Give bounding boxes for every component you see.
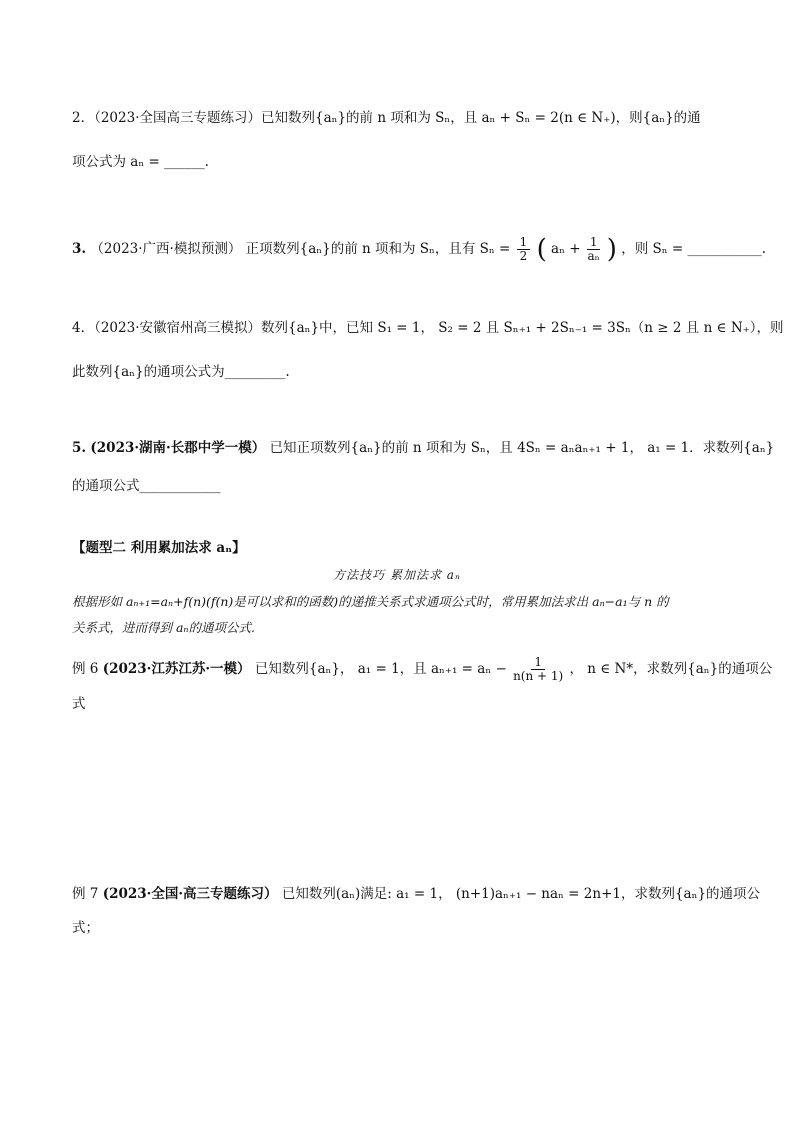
question-3-fraction-numerator: 1 [517,236,531,250]
question-3-label: 3. [72,241,87,257]
example-6-label: 例 6 [72,661,99,677]
method-tip-title: 方法技巧 累加法求 aₙ [333,568,461,582]
question-3-fraction-denominator: 2 [519,249,528,263]
example-6-line-2: 式 [72,696,86,712]
question-3-inner-fraction [587,236,601,263]
question-3-inner-numerator: 1 [587,236,601,250]
question-4-line-2: 此数列{aₙ}的通项公式为_________. [72,364,290,380]
question-5-source: (2023·湖南·长郡中学一模） [90,440,266,456]
question-2-line-2: 项公式为 aₙ = ______. [72,154,209,170]
right-paren-icon: ) [606,234,617,265]
question-3-inner-a: aₙ + [551,241,585,257]
example-7-line-1 [72,884,760,904]
example-6-source: (2023·江苏江苏·一模） [102,661,251,677]
question-3 [72,236,766,263]
question-3-text-a: 正项数列{aₙ}的前 n 项和为 Sₙ，且有 Sₙ = [245,241,515,257]
example-7-label: 例 7 [72,886,99,902]
example-6-fraction [513,656,563,683]
question-3-fraction [517,236,531,263]
question-2-line-1: 2．（2023·全国高三专题练习）已知数列{aₙ}的前 n 项和为 Sₙ，且 aₙ + Sₙ = 2(n ∈ N₊)，则{aₙ}的通 [72,110,701,126]
question-3-source: （2023·广西·模拟预测） [90,241,242,257]
example-6-text-a: 已知数列{aₙ}， a₁ = 1，且 aₙ₊₁ = aₙ − [254,661,512,677]
method-tip-line-2: 关系式，进而得到 aₙ的通项公式. [72,620,255,635]
question-3-inner-denominator: aₙ [587,249,600,263]
example-6-fraction-numerator: 1 [531,656,545,670]
example-7-line-2: 式； [72,920,99,936]
method-tip-line-1: 根据形如 aₙ₊₁=aₙ+f(n)(f(n)是可以求和的函数)的递推关系式求通项公式时，常用累加法求出 aₙ−a₁与 n 的 [72,594,669,609]
question-5-label: 5. [72,440,87,456]
example-6-text-b: ， n ∈ N*，求数列{aₙ}的通项公 [569,661,773,677]
example-6-line-1 [72,656,772,683]
question-4-line-1: 4．（2023·安徽宿州高三模拟）数列{aₙ}中，已知 S₁ = 1， S₂ = 2 且 Sₙ₊₁ + 2Sₙ₋₁ = 3Sₙ（n ≥ 2 且 n ∈ N₊），则 [72,320,784,336]
question-5-line-1 [72,438,774,458]
question-5-line-2: 的通项公式____________ [72,478,221,494]
question-3-text-b: ，则 Sₙ = ___________. [621,241,767,257]
example-6-fraction-denominator: n(n + 1) [513,669,564,683]
left-paren-icon: ( [536,234,547,265]
section-heading: 【题型二 利用累加法求 aₙ】 [72,540,246,556]
example-7-text: 已知数列(aₙ)满足: a₁ = 1， (n+1)aₙ₊₁ − naₙ = 2n+1，求数列{aₙ}的通项公 [281,886,761,902]
example-7-source: (2023·全国·高三专题练习） [102,886,278,902]
question-5-text: 已知正项数列{aₙ}的前 n 项和为 Sₙ，且 4Sₙ = aₙaₙ₊₁ + 1， a₁ = 1．求数列{aₙ} [269,440,775,456]
